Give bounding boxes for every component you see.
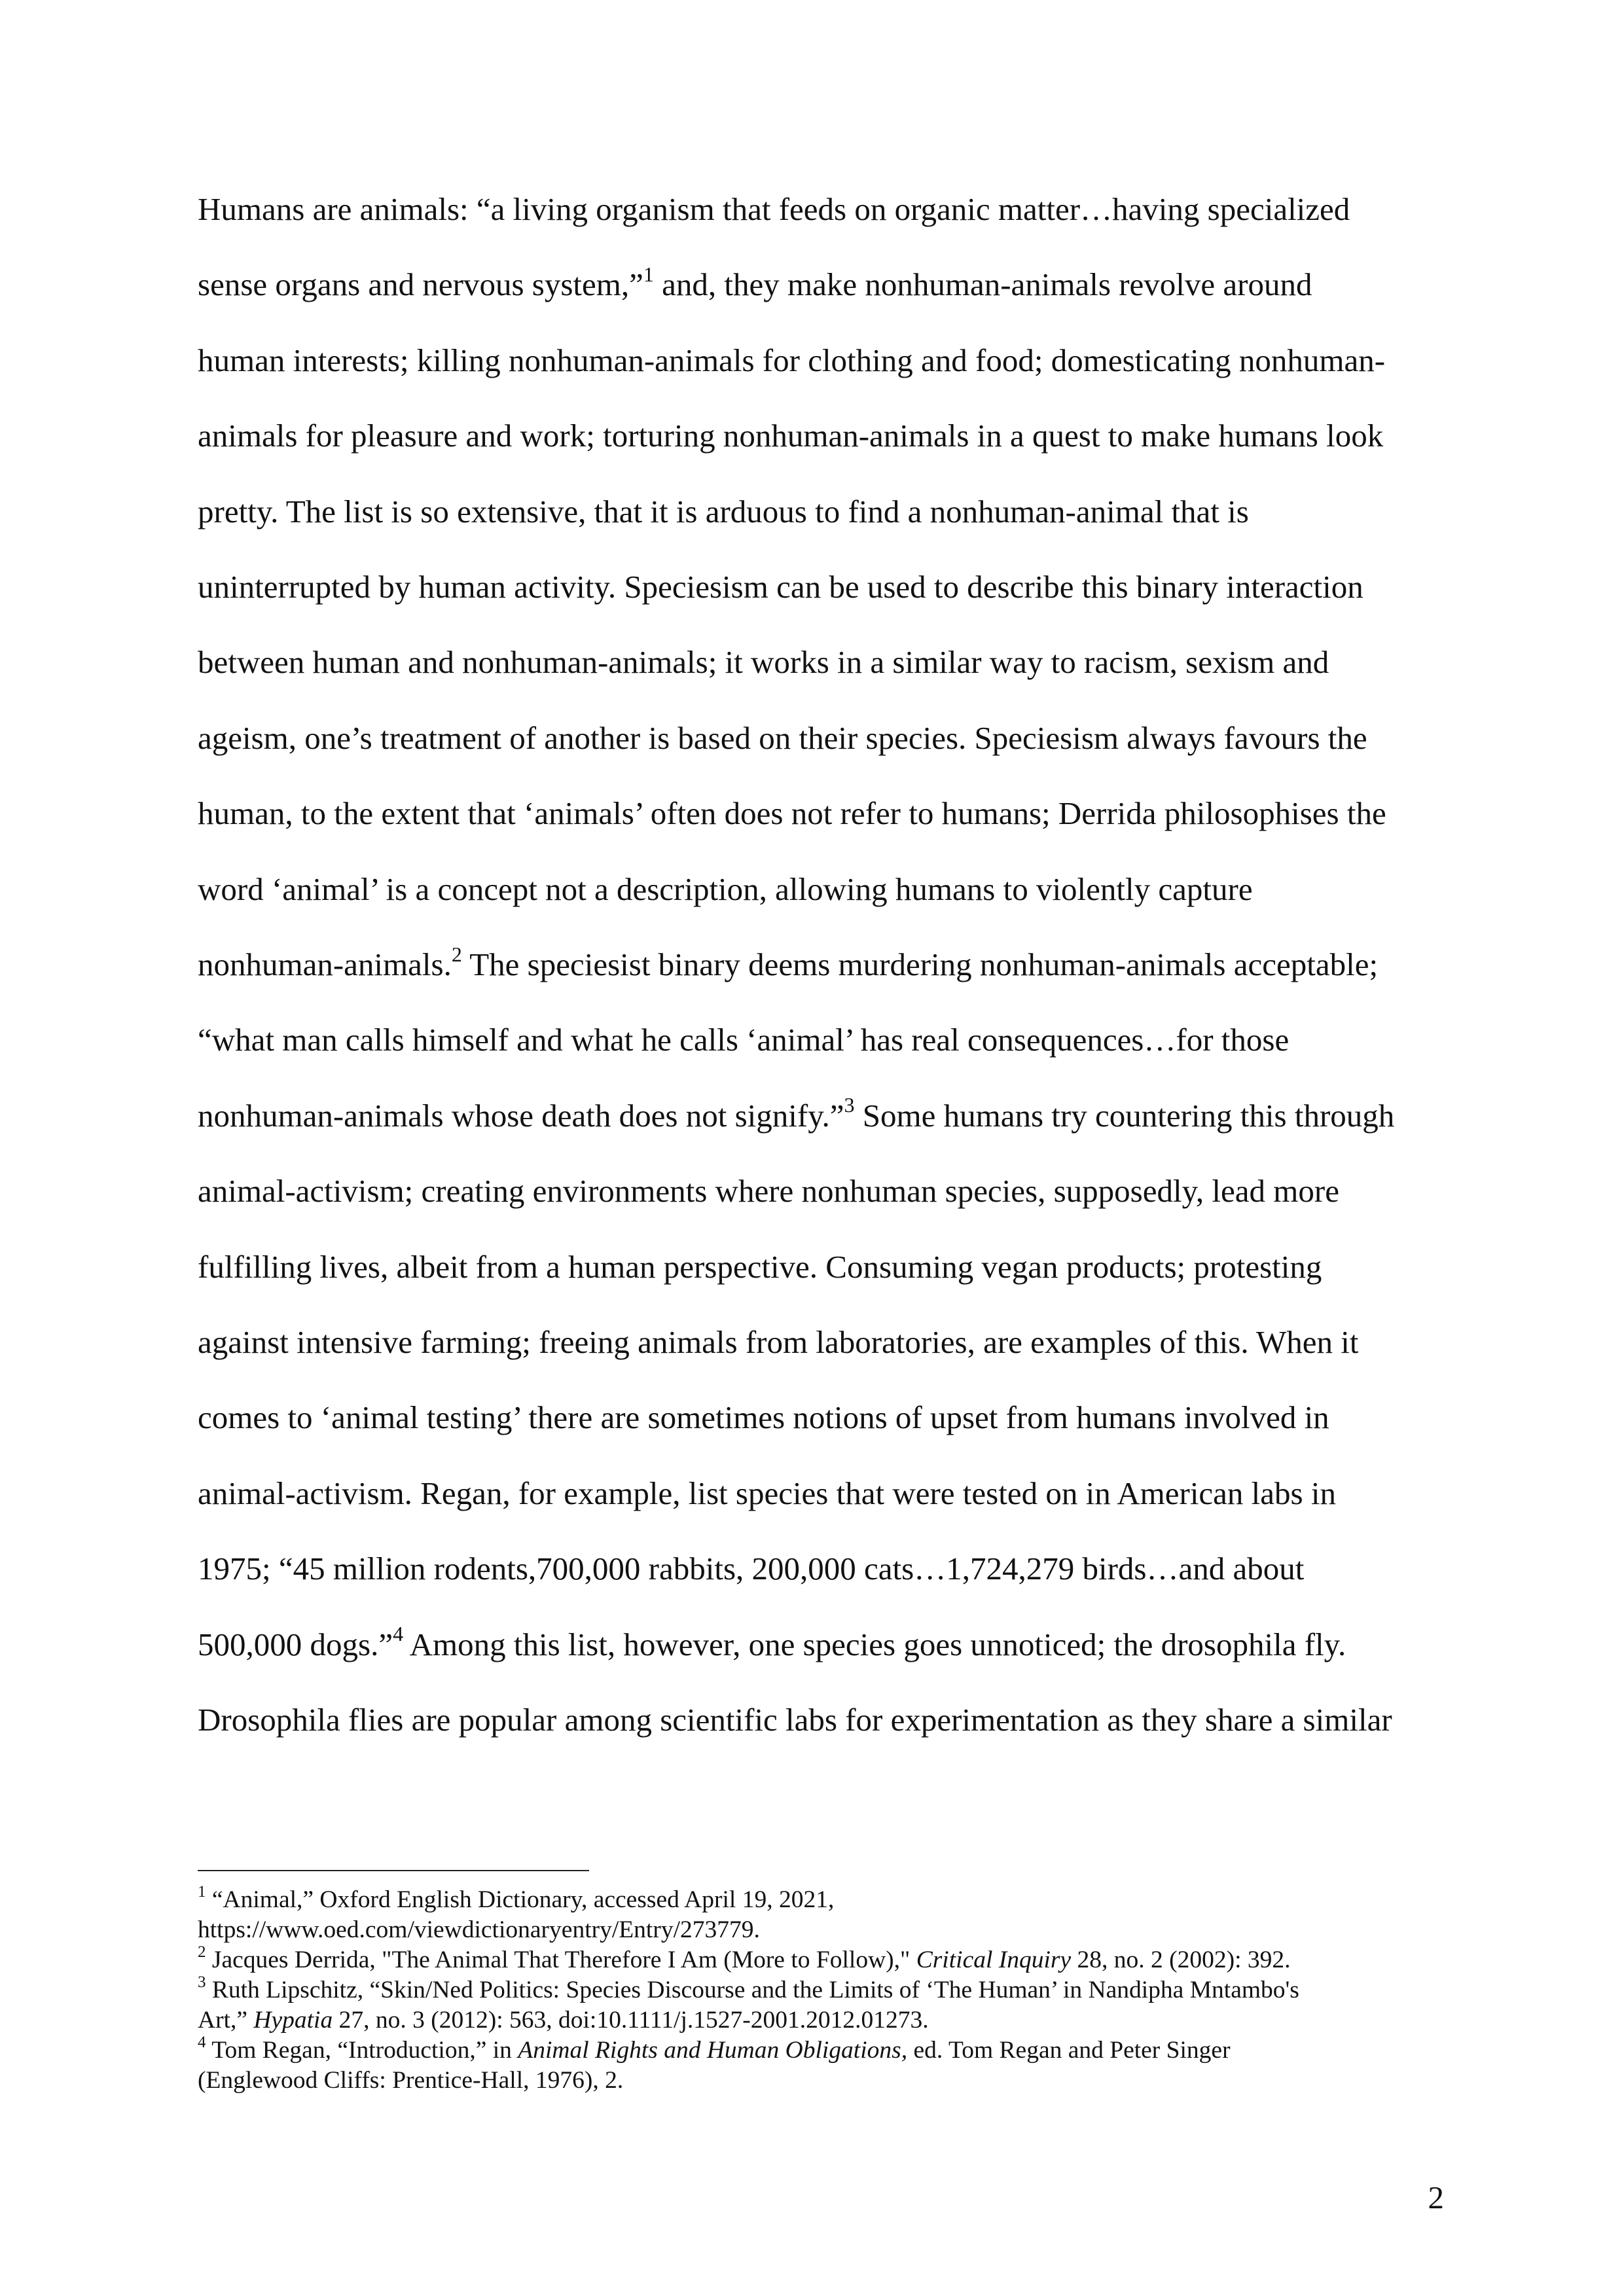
body-line	[198, 1549, 1304, 1588]
text-run: word ‘animal’ is a concept not a description, allowing humans to violently capture	[198, 870, 1253, 907]
body-line	[198, 262, 1312, 304]
text-run: ageism, one’s treatment of another is based on their species. Speciesism always favours the	[198, 719, 1367, 756]
body-line	[198, 567, 1363, 607]
body-line	[198, 719, 1367, 758]
footnote-line	[198, 2066, 623, 2096]
text-run: against intensive farming; freeing animals from laboratories, are examples of this. When it	[198, 1324, 1359, 1360]
body-line	[198, 1093, 1395, 1136]
body-line	[198, 1622, 1346, 1664]
page-number: 2	[1428, 2179, 1444, 2215]
text-run: Some humans try countering this through	[854, 1097, 1395, 1134]
text-run: between human and nonhuman-animals; it works in a similar way to racism, sexism and	[198, 644, 1329, 681]
footnote-line	[198, 1915, 760, 1945]
italic-title: Critical Inquiry	[916, 1946, 1072, 1973]
italic-title: Hypatia	[253, 2007, 333, 2034]
body-line	[198, 1398, 1329, 1437]
body-line	[198, 190, 1350, 229]
text-run: animal-activism. Regan, for example, list species that were tested on in American labs in	[198, 1475, 1336, 1511]
text-run: fulfilling lives, albeit from a human perspective. Consuming vegan products; protesting	[198, 1248, 1322, 1285]
body-line	[198, 1323, 1358, 1362]
body-line	[198, 492, 1249, 531]
text-run: The speciesist binary deems murdering nonhuman-animals acceptable;	[461, 946, 1379, 982]
text-run: ed. Tom Regan and Peter Singer	[907, 2037, 1231, 2064]
footnote-line	[198, 1882, 835, 1915]
footnote-line	[198, 1945, 1291, 1975]
text-run: Tom Regan, “Introduction,” in	[206, 2037, 518, 2064]
body-line	[198, 794, 1386, 833]
text-run: (Englewood Cliffs: Prentice-Hall, 1976), 2.	[198, 2067, 624, 2094]
text-run: human, to the extent that ‘animals’ often does not refer to humans; Derrida philosophises the	[198, 795, 1386, 832]
footnote-ref: 3	[198, 1973, 206, 1991]
footnote-separator	[198, 1870, 589, 1871]
footnote-line	[198, 1975, 1299, 2005]
footnote-ref: 1	[643, 262, 654, 287]
body-line	[198, 1247, 1322, 1287]
body-line	[198, 870, 1253, 909]
text-run: https://www.oed.com/viewdictionaryentry/Entry/273779.	[198, 1916, 760, 1943]
text-run: human interests; killing nonhuman-animals for clothing and food; domesticating nonhuman-	[198, 342, 1386, 378]
text-run: animal-activism; creating environments where nonhuman species, supposedly, lead more	[198, 1173, 1339, 1210]
body-line	[198, 416, 1383, 456]
text-run: 27, no. 3 (2012): 563, doi:10.1111/j.1527-2001.2012.01273.	[333, 2007, 929, 2034]
footnote-line	[198, 2033, 1231, 2066]
footnote-line	[198, 2005, 929, 2036]
text-run: 1975; “45 million rodents,700,000 rabbits, 200,000 cats…1,724,279 birds…and about	[198, 1551, 1305, 1587]
text-run: uninterrupted by human activity. Speciesism can be used to describe this binary interaction	[198, 569, 1363, 605]
text-run: Ruth Lipschitz, “Skin/Ned Politics: Species Discourse and the Limits of ‘The Human’ in Nandipha Mntambo's	[206, 1977, 1299, 2003]
body-line	[198, 643, 1329, 682]
body-line	[198, 1700, 1392, 1740]
text-run: animals for pleasure and work; torturing nonhuman-animals in a quest to make humans look	[198, 418, 1384, 454]
body-line	[198, 1172, 1339, 1211]
text-run: nonhuman-animals.	[198, 946, 452, 982]
footnote-ref: 4	[198, 2033, 206, 2051]
text-run: Jacques Derrida, "The Animal That Therefore I Am (More to Follow),"	[206, 1946, 916, 1973]
footnote-ref: 4	[393, 1622, 404, 1646]
text-run: nonhuman-animals whose death does not signify.”	[198, 1097, 844, 1134]
italic-title: Animal Rights and Human Obligations,	[518, 2037, 908, 2064]
text-run: 28, no. 2 (2002): 392.	[1071, 1946, 1291, 1973]
body-line	[198, 942, 1379, 984]
body-line	[198, 1474, 1336, 1513]
text-run: 500,000 dogs.”	[198, 1626, 393, 1662]
text-run: and, they make nonhuman-animals revolve around	[653, 266, 1312, 303]
body-line	[198, 1020, 1289, 1060]
footnote-ref: 3	[844, 1093, 855, 1117]
text-run: “Animal,” Oxford English Dictionary, accessed April 19, 2021,	[206, 1886, 835, 1913]
body-line	[198, 341, 1385, 380]
text-run: comes to ‘animal testing’ there are sometimes notions of upset from humans involved in	[198, 1399, 1329, 1436]
text-run: pretty. The list is so extensive, that it is arduous to find a nonhuman-animal that is	[198, 493, 1249, 529]
text-run: Humans are animals: “a living organism that feeds on organic matter…having specialized	[198, 191, 1350, 227]
text-run: Art,”	[198, 2007, 254, 2034]
text-run: “what man calls himself and what he calls ‘animal’ has real consequences…for those	[198, 1022, 1290, 1058]
footnote-ref: 2	[451, 942, 462, 966]
text-run: sense organs and nervous system,”	[198, 266, 643, 303]
footnote-ref: 2	[198, 1943, 206, 1961]
text-run: Drosophila flies are popular among scientific labs for experimentation as they share a similar	[198, 1702, 1392, 1738]
footnote-ref: 1	[198, 1882, 206, 1901]
text-run: Among this list, however, one species goes unnoticed; the drosophila fly.	[403, 1626, 1346, 1662]
